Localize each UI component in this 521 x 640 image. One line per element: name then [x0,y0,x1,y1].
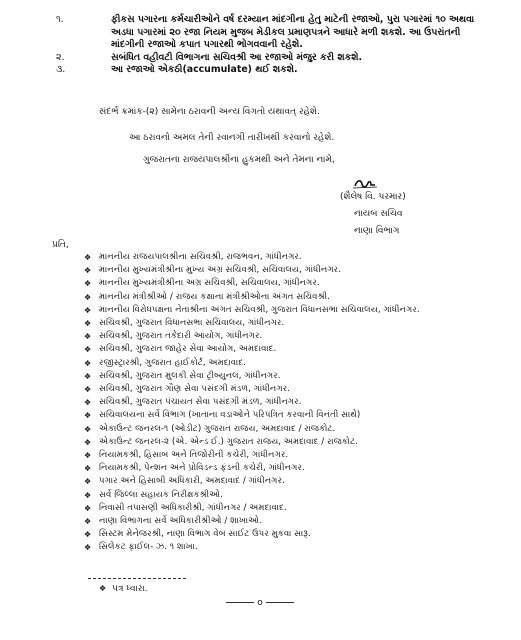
bullet-icon: ❖ [84,305,92,315]
rule-text: આ રજાઓ એકઠી(accumulate) થઈ શકશે. [111,64,298,76]
list-item [84,291,504,304]
list-item [84,277,504,290]
recipients-list [84,251,504,555]
list-item [84,475,504,488]
bullet-icon: ❖ [84,319,92,329]
separator-line [88,578,186,579]
recipient-text: સચિવશ્રી, ગુજરાત તકેદારી આયોગ, ગાંધીનગર. [99,331,263,342]
list-item [84,449,504,462]
bullet-icon: ❖ [84,451,92,461]
recipient-text: નિવાસી તપાસણી અધિકારીશ્રી, ગાંધીનગર / અમદાવાદ. [99,502,287,513]
effect-line: આ ઠરાવનો અમલ તેની રવાનગી તારીખથી કરવાનો રહેશે. [129,133,335,143]
bullet-icon: ❖ [84,253,92,262]
list-item [84,489,504,502]
recipient-text: સચિવશ્રી, ગુજરાત ગૌણ સેવા પસંદગી મંડળ, ગાંધીનગર. [99,384,290,395]
bullet-icon: ❖ [84,411,92,421]
bullet-icon: ❖ [84,477,92,487]
recipient-text: સચિવાલયના સર્વે વિભાગ (ખાતાના વડાઓને પરિપત્રિત કરવાની વિનંતી સાથે) [99,410,361,421]
recipient-text: પગાર અને હિસાબી અધિકારી, અમદાવાદ / ગાંધીનગર. [99,476,285,487]
list-item [84,357,504,370]
recipient-text: નિયામકશ્રી, પેન્શન અને પ્રોવિડન્ડ ફંડની કચેરી, ગાંધીનગર. [99,463,305,474]
list-item [84,502,504,515]
rule-text: ફીકસ પગારના કર્મચારીઓને વર્ષ દરમ્યાન માંદગીના હેતુ માટેની રજાઓ, પુરા પગારમાં ૧૦ અથવા અડધા પગારમાં ૨૦ રજા નિયમ મુજબ મેડીકલ પ્રમાણપત્રને આધારે મળી શકશે. આ ઉપરાંતની માંદગીની રજાઓ કપાત પગારથી ભોગવવાની રહેશે. [111,14,475,51]
end-dash-left [226,602,254,603]
bullet-icon: ❖ [84,358,92,368]
bullet-icon: ❖ [84,464,92,474]
recipient-text: સિસ્ટમ મેનેજરશ્રી, નાણા વિભાગ વેબ સાઈટ ઉપર મુકવા સારૂ. [99,529,311,540]
recipient-text: રજીસ્ટ્રારશ્રી, ગુજરાત હાઈકોર્ટ, અમદાવાદ. [99,357,246,368]
recipient-text: સચિવશ્રી, ગુજરાત મુલકી સેવા ટ્રીબ્યુનલ, ગાંધીનગર. [99,370,281,381]
envelope-text: પત્ર ધ્વારા. [112,584,148,594]
bullet-icon: ❖ [84,437,92,447]
bullet-icon: ❖ [84,503,92,513]
list-item [84,330,504,343]
recipient-text: માનનીય મંત્રીશ્રીઓ / રાજય કક્ષાના મંત્રીશ્રીઓના અંગત સચિવશ્રી. [99,291,330,302]
bullet-icon: ❖ [84,279,92,289]
bullet-icon: ❖ [84,517,92,527]
signature-mark [335,176,395,192]
recipient-text: સચિવશ્રી, ગુજરાત પંચાયત સેવા પસંદગી મંડળ, ગાંધીનગર. [99,397,302,408]
bullet-icon: ❖ [84,424,92,434]
bullet-icon: ❖ [84,292,92,302]
recipient-text: સિલેકટ ફાઈલ- ઝ. ૧ શાખા. [99,542,198,553]
recipient-text: સચિવશ્રી, ગુજરાત વિધાનસભા સચિવાલય, ગાંધીનગર. [99,318,285,329]
signatory-name: (શૈલેષ વિ. પરમાર) [340,192,406,202]
list-item [84,409,504,422]
bullet-icon: ❖ [84,266,92,276]
bullet-icon: ❖ [84,385,92,395]
list-item [84,541,504,554]
list-item [84,462,504,475]
bullet-icon: ❖ [84,345,92,355]
rule-item [56,64,476,77]
order-line: ગુજરાતના રાજયપાલશ્રીના હુકમથી અને તેમના નામે, [143,155,335,165]
bullet-icon: ❖ [84,332,92,342]
rule-number: ૩. [56,64,66,76]
recipient-text: નાણા વિભાગના સર્વે અધિકારીશ્રીઓ / શાખાઓ. [99,516,262,527]
recipients-heading: પ્રતિ, [52,240,69,250]
recipient-text: સર્વે જિલ્લા સહાયક નિરીક્ષકશ્રીઓ. [99,489,223,500]
bullet-icon: ❖ [84,490,92,500]
recipient-text: નિયામકશ્રી, હિસાબ અને તિજોરીની કચેરી, ગાંધીનગર. [99,450,289,461]
end-mark [205,598,315,608]
recipient-text: માનનીય વિરોધપક્ષના નેતાશ્રીના અંગત સચિવશ્રી, ગુજરાત વિધાનસભા સચિવાલય, ગાંધીનગર. [99,304,420,315]
bullet-icon: ❖ [84,543,92,553]
rule-number: ૧. [56,14,64,25]
list-item [84,343,504,356]
list-item [84,370,504,383]
bullet-icon: ❖ [84,530,92,540]
list-item [84,317,504,330]
bullet-icon: ❖ [84,371,92,381]
recipient-text: માનનીય મુખ્યમંત્રીશ્રીના અગ્ર સચિવશ્રી, સચિવાલય, ગાંધીનગર. [99,278,320,289]
recipient-text: એકાઉન્ટ જનરલ-૧ (ઓડીટ) ગુજરાત રાજય, અમદાવાદ / રાજકોટ. [99,423,336,434]
list-item [84,264,504,277]
list-item [84,528,504,541]
envelope-line [99,584,148,594]
list-item [84,396,504,409]
bullet-icon: ❖ [99,584,107,593]
rule-item [56,14,476,52]
list-item [84,251,504,264]
list-item [84,515,504,528]
list-item [84,423,504,436]
end-mark-text: o [257,598,263,608]
bullet-icon: ❖ [84,398,92,408]
rule-item [56,52,476,65]
signatory-designation: નાયબ સચિવ [354,209,403,219]
recipient-text: માનનીય રાજયપાલશ્રીના સચિવશ્રી, રાજભવન, ગાંધીનગર. [99,252,302,262]
rule-text: સબંધિત વહીવટી વિભાગના સચિવશ્રી આ રજાઓ મંજુર કરી શકશે. [111,51,363,63]
rules-list [56,14,476,77]
recipient-text: સચિવશ્રી, ગુજરાત જાહેર સેવા આયોગ, અમદાવાદ. [99,344,277,355]
recipient-text: એકાઉન્ટ જનરલ-૨ (એ. એન્ડ ઈ.) ગુજરાત રાજય, અમદાવાદ / રાજકોટ. [99,436,358,447]
rule-number: ૨. [56,51,65,63]
reference-line: સંદર્ભ ક્રમાંક-(૨) સામેના ઠરાવની અન્ય વિગતો યથાવત્ રહેશે. [99,107,320,117]
end-dash-right [266,602,294,603]
list-item [84,436,504,449]
list-item [84,304,504,317]
list-item [84,383,504,396]
recipient-text: માનનીય મુખ્યમંત્રીશ્રીના મુખ્ય અગ્ર સચિવશ્રી, સચિવાલય, ગાંધીનગર. [99,265,341,276]
signatory-department: નાણા વિભાગ [354,226,400,236]
